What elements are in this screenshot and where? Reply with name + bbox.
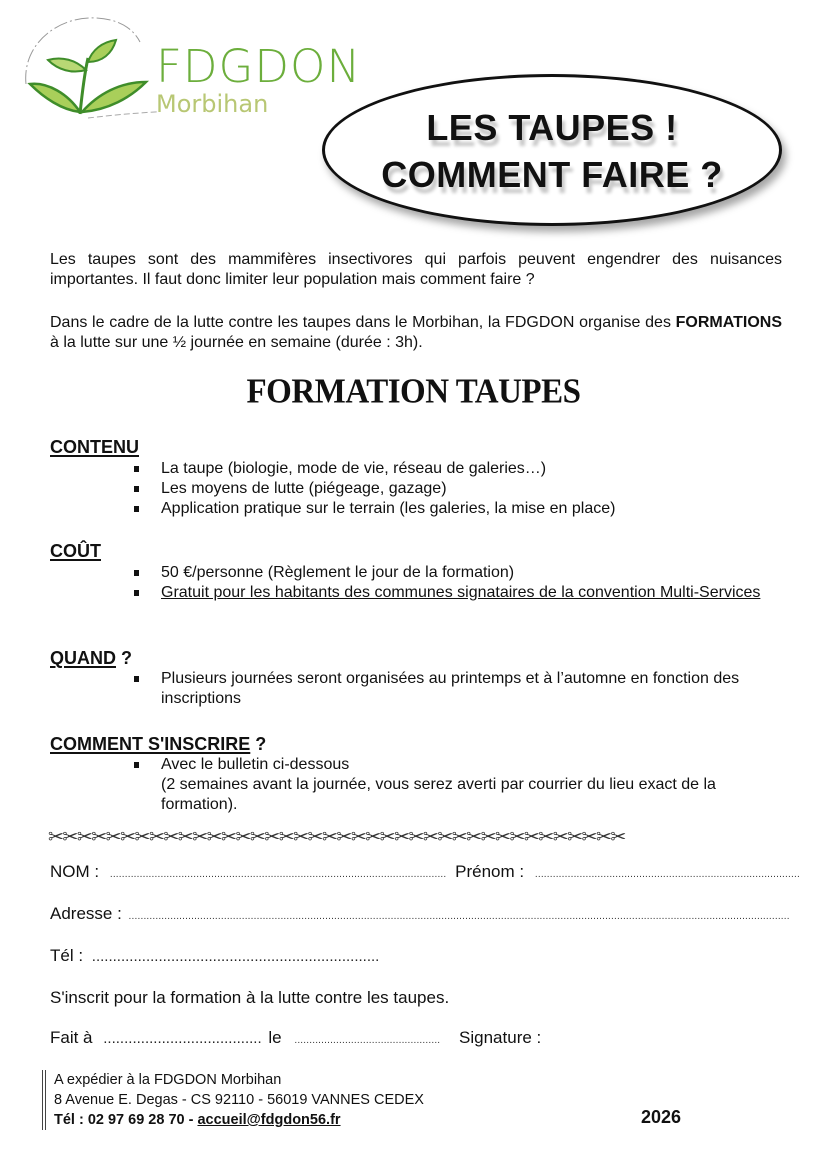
intro-text: à la lutte sur une ½ journée en semaine (durée : 3h). xyxy=(50,334,423,351)
cout-list xyxy=(130,563,790,603)
oval-border xyxy=(322,74,782,226)
form-row-name xyxy=(50,862,800,882)
quand-list xyxy=(130,669,790,709)
le-field[interactable]: ................................................. xyxy=(294,1035,441,1046)
footer-contact xyxy=(54,1110,424,1130)
section-heading-contenu xyxy=(50,437,139,458)
adresse-field[interactable]: .............................................................................................................................................................................................................................. xyxy=(128,911,790,922)
list-item: Les moyens de lutte (piégeage, gazage) xyxy=(130,479,790,499)
nom-field[interactable]: ................................................................................................................. xyxy=(109,869,447,880)
footer-phone: Tél : 02 97 69 28 70 - xyxy=(54,1112,198,1128)
form-row-phone xyxy=(50,946,379,966)
footer-line-1: A expédier à la FDGDON Morbihan xyxy=(54,1072,282,1088)
logo-subtitle: Morbihan xyxy=(156,90,269,118)
prenom-label: Prénom : xyxy=(455,862,525,881)
footer-address xyxy=(42,1070,424,1130)
headline-line-1: LES TAUPES ! xyxy=(426,107,678,148)
list-item: Plusieurs journées seront organisées au printemps et à l’automne en fonction des inscriptions xyxy=(130,669,790,709)
form-row-address xyxy=(50,904,790,924)
list-item: Gratuit pour les habitants des communes signataires de la convention Multi-Services xyxy=(130,583,790,603)
footer-email-link[interactable]: accueil@fdgdon56.fr xyxy=(197,1112,341,1128)
headline-line-2: COMMENT FAIRE ? xyxy=(381,154,723,195)
fdgdon-logo xyxy=(18,14,362,124)
heading-text: QUAND xyxy=(50,648,116,668)
inscrire-list xyxy=(130,755,790,815)
plant-sprout-icon xyxy=(18,14,158,124)
section-heading-inscrire xyxy=(50,734,266,755)
tel-label: Tél : xyxy=(50,946,84,965)
list-item: La taupe (biologie, mode de vie, réseau de galeries…) xyxy=(130,459,790,479)
le-label: le xyxy=(268,1028,282,1047)
form-statement: S'inscrit pour la formation à la lutte contre les taupes. xyxy=(50,988,450,1007)
formations-emphasis: FORMATIONS xyxy=(675,314,782,331)
contenu-list xyxy=(130,459,790,519)
year-label: 2026 xyxy=(641,1107,682,1127)
list-item: Avec le bulletin ci-dessous xyxy=(130,755,790,775)
intro-paragraph-2 xyxy=(50,313,782,353)
nom-label: NOM : xyxy=(50,862,100,881)
footer-line-2: 8 Avenue E. Degas - CS 92110 - 56019 VANNES CEDEX xyxy=(54,1092,424,1108)
heading-text: COMMENT S'INSCRIRE xyxy=(50,734,251,754)
headline-oval xyxy=(322,74,792,234)
heading-suffix: ? xyxy=(116,648,132,668)
list-item: Application pratique sur le terrain (les galeries, la mise en place) xyxy=(130,499,790,519)
list-item-note: (2 semaines avant la journée, vous serez averti par courrier du lieu exact de la formation). xyxy=(161,776,716,813)
page-title: FORMATION TAUPES xyxy=(246,373,581,411)
heading-text: COÛT xyxy=(50,541,101,561)
section-heading-cout xyxy=(50,541,101,562)
heading-text: CONTENU xyxy=(50,437,139,457)
fait-label: Fait à xyxy=(50,1028,93,1047)
logo-title: FDGDON xyxy=(156,40,362,93)
intro-paragraph-1: Les taupes sont des mammifères insectivores qui parfois peuvent engendrer des nuisances importantes. Il faut donc limiter leur population mais comment faire ? xyxy=(50,251,782,288)
adresse-label: Adresse : xyxy=(50,904,122,923)
section-heading-quand xyxy=(50,648,132,669)
scissors-cut-line-icon: ✂✂✂✂✂✂✂✂✂✂✂✂✂✂✂✂✂✂✂✂✂✂✂✂✂✂✂✂✂✂✂✂✂✂✂✂✂✂✂✂ xyxy=(48,827,625,848)
form-row-signature xyxy=(50,1028,541,1048)
fait-field[interactable]: ...................................... xyxy=(103,1030,262,1047)
prenom-field[interactable]: ......................................................................................... xyxy=(534,869,800,880)
intro-text: Dans le cadre de la lutte contre les taupes dans le Morbihan, la FDGDON organise des xyxy=(50,314,676,331)
tel-field[interactable]: ..................................................................... xyxy=(91,948,380,965)
signature-label: Signature : xyxy=(459,1028,542,1047)
heading-suffix: ? xyxy=(250,734,267,754)
list-item: 50 €/personne (Règlement le jour de la formation) xyxy=(130,563,790,583)
